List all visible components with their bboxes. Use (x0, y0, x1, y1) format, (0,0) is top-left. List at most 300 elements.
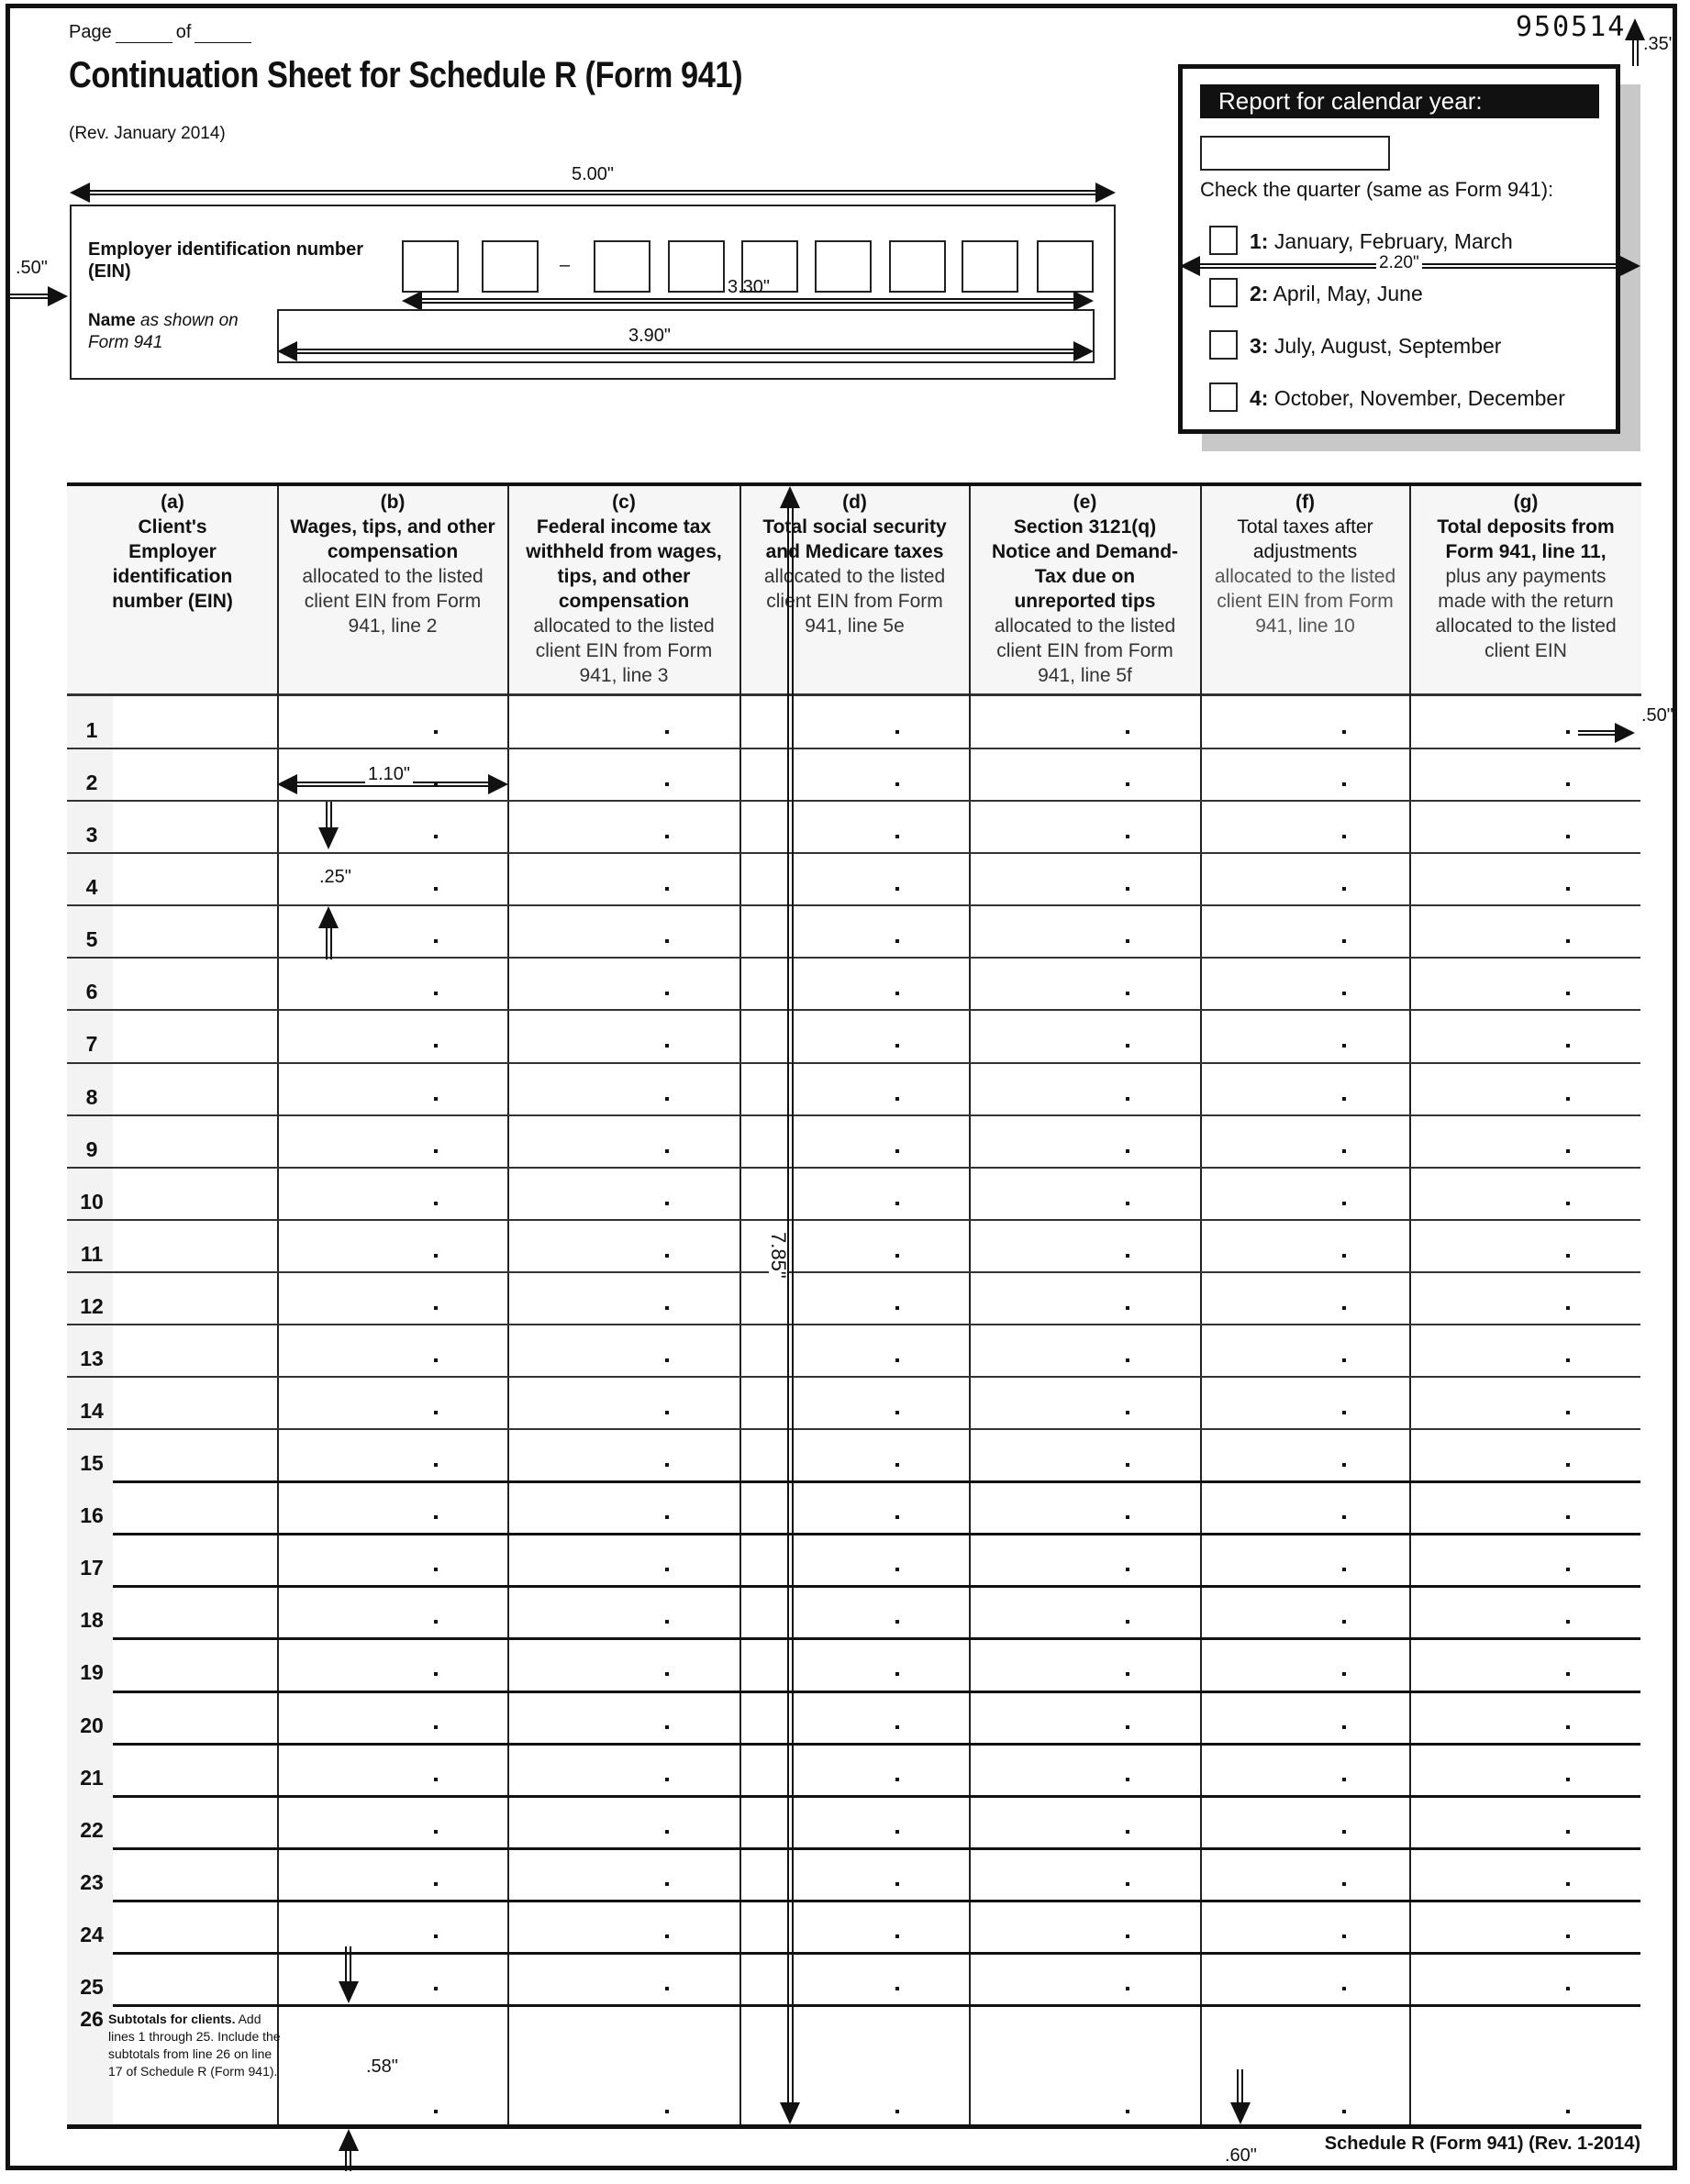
decimal-point (895, 992, 899, 995)
decimal-point (1342, 1778, 1346, 1781)
row-6-col-f-input[interactable] (1202, 958, 1408, 1009)
row-15-col-b-input[interactable] (280, 1429, 506, 1480)
row-16-col-c-input[interactable] (509, 1481, 739, 1533)
row-11-col-e-input[interactable] (971, 1220, 1199, 1271)
row-20-col-c-input[interactable] (509, 1691, 739, 1743)
decimal-point (1342, 1044, 1346, 1048)
decimal-point (1126, 1882, 1129, 1886)
row-8-col-g-input[interactable] (1411, 1063, 1640, 1114)
row-17-col-g-input[interactable] (1411, 1534, 1640, 1585)
row-16-col-d-input[interactable] (741, 1481, 968, 1533)
row-number-13: 13 (80, 1346, 104, 1370)
page-label: Page (69, 22, 112, 42)
decimal-point (1566, 835, 1570, 838)
row-19-col-d-input[interactable] (741, 1638, 968, 1690)
row-3-col-e-input[interactable] (971, 801, 1199, 852)
arrow-left-icon (277, 774, 297, 794)
ein-width-arrow-shaft (422, 298, 1073, 304)
row-divider (113, 2004, 1640, 2007)
row-4-col-b-input[interactable] (280, 853, 506, 904)
row-2-col-c-input[interactable] (509, 748, 739, 800)
ein-digit-6[interactable] (815, 240, 872, 293)
row-6-col-e-input[interactable] (971, 958, 1199, 1009)
row-25-col-g-input[interactable] (1411, 1953, 1640, 2004)
row-2-col-g-input[interactable] (1411, 748, 1640, 800)
row-19-client-ein-input[interactable] (113, 1638, 276, 1690)
arrow-up-icon (339, 2129, 359, 2151)
row-4-col-d-input[interactable] (741, 853, 968, 904)
row-5-col-c-input[interactable] (509, 905, 739, 957)
column-header-d: (d) Total social security and Medicare taxes allocated to the listed client EIN from Form 941, line 5e (762, 492, 947, 637)
decimal-point (1566, 1620, 1570, 1624)
row-21-col-d-input[interactable] (741, 1744, 968, 1795)
row-4-col-e-input[interactable] (971, 853, 1199, 904)
row-number-20: 20 (80, 1713, 104, 1737)
ein-digit-1[interactable] (402, 240, 459, 293)
decimal-point (1126, 1358, 1129, 1362)
row-5-col-e-input[interactable] (971, 905, 1199, 957)
row-16-col-e-input[interactable] (971, 1481, 1199, 1533)
row-25-col-e-input[interactable] (971, 1953, 1199, 2004)
row-22-col-d-input[interactable] (741, 1796, 968, 1847)
row-3-col-f-input[interactable] (1202, 801, 1408, 852)
row-1-col-g-input[interactable] (1411, 696, 1640, 748)
row-number-8: 8 (85, 1084, 98, 1109)
row-24-col-c-input[interactable] (509, 1901, 739, 1952)
row-12-col-c-input[interactable] (509, 1272, 739, 1324)
row-17-col-f-input[interactable] (1202, 1534, 1408, 1585)
subtotal-col-g-input[interactable] (1411, 2008, 1640, 2123)
row-15-col-f-input[interactable] (1202, 1429, 1408, 1480)
row-19-col-c-input[interactable] (509, 1638, 739, 1690)
arrow-left-icon (277, 341, 297, 361)
decimal-point (1342, 1463, 1346, 1467)
quarter-3-label: 3: July, August, September (1250, 334, 1502, 358)
decimal-point (895, 1306, 899, 1310)
row-12-col-b-input[interactable] (280, 1272, 506, 1324)
row-4-col-g-input[interactable] (1411, 853, 1640, 904)
row-height-dimension: .25" (319, 867, 351, 887)
row-24-col-e-input[interactable] (971, 1901, 1199, 1952)
row-23-col-c-input[interactable] (509, 1848, 739, 1900)
row-12-col-e-input[interactable] (971, 1272, 1199, 1324)
row-5-client-ein-input[interactable] (113, 905, 276, 957)
row-20-col-f-input[interactable] (1202, 1691, 1408, 1743)
row-18-client-ein-input[interactable] (113, 1586, 276, 1637)
row-number-24: 24 (80, 1922, 104, 1946)
decimal-point (1342, 1568, 1346, 1571)
decimal-point (1566, 1202, 1570, 1205)
row-7-col-b-input[interactable] (280, 1010, 506, 1061)
subtotal-col-e-input[interactable] (971, 2008, 1199, 2123)
decimal-point (665, 1044, 669, 1048)
subtotal-col-d-input[interactable] (741, 2008, 968, 2123)
decimal-point (1126, 1097, 1129, 1101)
row-8-col-c-input[interactable] (509, 1063, 739, 1114)
decimal-point (665, 1672, 669, 1676)
row-11-client-ein-input[interactable] (113, 1220, 276, 1271)
name-label: Name as shown on Form 941 (88, 311, 239, 352)
row-9-col-f-input[interactable] (1202, 1115, 1408, 1167)
row-1-col-f-input[interactable] (1202, 696, 1408, 748)
row-15-col-c-input[interactable] (509, 1429, 739, 1480)
row-number-6: 6 (85, 980, 98, 1004)
row-height-arrow-shaft (326, 802, 332, 829)
decimal-point (895, 1097, 899, 1101)
row-13-col-b-input[interactable] (280, 1325, 506, 1376)
row-6-col-g-input[interactable] (1411, 958, 1640, 1009)
decimal-point (434, 1149, 438, 1153)
row-10-col-e-input[interactable] (971, 1168, 1199, 1219)
quarter-3-checkbox[interactable] (1209, 330, 1238, 360)
decimal-point (1126, 1725, 1129, 1729)
decimal-point (1342, 730, 1346, 734)
row-1-client-ein-input[interactable] (113, 696, 276, 748)
decimal-point (1342, 1725, 1346, 1729)
page-total-field[interactable] (195, 26, 251, 43)
row-16-col-f-input[interactable] (1202, 1481, 1408, 1533)
row-9-col-c-input[interactable] (509, 1115, 739, 1167)
row-13-col-f-input[interactable] (1202, 1325, 1408, 1376)
row-11-col-b-input[interactable] (280, 1220, 506, 1271)
row-21-col-c-input[interactable] (509, 1744, 739, 1795)
decimal-point (895, 1202, 899, 1205)
row-3-col-g-input[interactable] (1411, 801, 1640, 852)
decimal-point (1566, 1882, 1570, 1886)
decimal-point (434, 1358, 438, 1362)
row-22-client-ein-input[interactable] (113, 1796, 276, 1847)
row-3-client-ein-input[interactable] (113, 801, 276, 852)
column-divider (277, 486, 279, 2126)
row-2-col-d-input[interactable] (741, 748, 968, 800)
decimal-point (434, 1097, 438, 1101)
row-7-client-ein-input[interactable] (113, 1010, 276, 1061)
row-9-client-ein-input[interactable] (113, 1115, 276, 1167)
row-3-col-c-input[interactable] (509, 801, 739, 852)
decimal-point (1566, 1044, 1570, 1048)
row-15-col-d-input[interactable] (741, 1429, 968, 1480)
row-20-col-e-input[interactable] (971, 1691, 1199, 1743)
row-14-client-ein-input[interactable] (113, 1377, 276, 1428)
decimal-point (665, 1830, 669, 1834)
row-10-col-b-input[interactable] (280, 1168, 506, 1219)
row-number-16: 16 (80, 1503, 104, 1528)
row-13-col-g-input[interactable] (1411, 1325, 1640, 1376)
row-15-client-ein-input[interactable] (113, 1429, 276, 1480)
row-19-col-e-input[interactable] (971, 1638, 1199, 1690)
row-number-19: 19 (80, 1660, 104, 1685)
row-1-col-b-input[interactable] (280, 696, 506, 748)
row-6-col-d-input[interactable] (741, 958, 968, 1009)
row-12-col-g-input[interactable] (1411, 1272, 1640, 1324)
decimal-point (434, 1882, 438, 1886)
decimal-point (1566, 1358, 1570, 1362)
row-12-col-f-input[interactable] (1202, 1272, 1408, 1324)
row-number-1: 1 (85, 718, 98, 742)
row-3-col-d-input[interactable] (741, 801, 968, 852)
ein-digit-8[interactable] (962, 240, 1018, 293)
row-number-26: 26 (80, 2007, 104, 2031)
row-4-col-c-input[interactable] (509, 853, 739, 904)
table-height-arrow-shaft (787, 508, 794, 2104)
row-14-col-b-input[interactable] (280, 1377, 506, 1428)
row-21-col-e-input[interactable] (971, 1744, 1199, 1795)
row-25-col-b-input[interactable] (280, 1953, 506, 2004)
row-9-col-d-input[interactable] (741, 1115, 968, 1167)
decimal-point (1342, 1097, 1346, 1101)
row-23-col-g-input[interactable] (1411, 1848, 1640, 1900)
ein-digit-3[interactable] (594, 240, 650, 293)
row-23-col-f-input[interactable] (1202, 1848, 1408, 1900)
row-4-client-ein-input[interactable] (113, 853, 276, 904)
decimal-point (1126, 1306, 1129, 1310)
quarter-4-checkbox[interactable] (1209, 382, 1238, 412)
row-22-col-e-input[interactable] (971, 1796, 1199, 1847)
decimal-point (1126, 1568, 1129, 1571)
row-22-col-f-input[interactable] (1202, 1796, 1408, 1847)
decimal-point (1126, 1515, 1129, 1519)
page-number-field[interactable] (116, 26, 172, 43)
left-margin-arrow-shaft (9, 294, 50, 299)
row-17-col-e-input[interactable] (971, 1534, 1199, 1585)
row-22-col-b-input[interactable] (280, 1796, 506, 1847)
decimal-point (665, 2110, 669, 2113)
row-18-col-d-input[interactable] (741, 1586, 968, 1637)
decimal-point (665, 1358, 669, 1362)
row-17-client-ein-input[interactable] (113, 1534, 276, 1585)
row-8-col-f-input[interactable] (1202, 1063, 1408, 1114)
ein-digit-9[interactable] (1037, 240, 1094, 293)
ein-digit-2[interactable] (482, 240, 539, 293)
row-20-client-ein-input[interactable] (113, 1691, 276, 1743)
decimal-point (895, 1044, 899, 1048)
decimal-point (895, 1358, 899, 1362)
decimal-point (1342, 1620, 1346, 1624)
row-2-col-e-input[interactable] (971, 748, 1199, 800)
row-8-client-ein-input[interactable] (113, 1063, 276, 1114)
ein-digit-7[interactable] (889, 240, 946, 293)
row-13-client-ein-input[interactable] (113, 1325, 276, 1376)
row-7-col-d-input[interactable] (741, 1010, 968, 1061)
calendar-year-input[interactable] (1200, 136, 1390, 171)
row-23-col-b-input[interactable] (280, 1848, 506, 1900)
row-6-col-c-input[interactable] (509, 958, 739, 1009)
row-25-col-c-input[interactable] (509, 1953, 739, 2004)
row-22-col-g-input[interactable] (1411, 1796, 1640, 1847)
row-20-col-d-input[interactable] (741, 1691, 968, 1743)
row-17-col-b-input[interactable] (280, 1534, 506, 1585)
row-13-col-c-input[interactable] (509, 1325, 739, 1376)
row-8-col-e-input[interactable] (971, 1063, 1199, 1114)
decimal-point (1342, 1830, 1346, 1834)
decimal-point (1566, 1149, 1570, 1153)
decimal-point (665, 1987, 669, 1990)
row-24-col-g-input[interactable] (1411, 1901, 1640, 1952)
subtotal-description: Subtotals for clients. Add lines 1 through 25. Include the subtotals from line 26 on line 17 of Schedule R (Form 941). (108, 2012, 281, 2079)
quarter-1-checkbox[interactable] (1209, 226, 1238, 255)
row-15-col-e-input[interactable] (971, 1429, 1199, 1480)
decimal-point (434, 1620, 438, 1624)
row-7-col-f-input[interactable] (1202, 1010, 1408, 1061)
row-10-col-c-input[interactable] (509, 1168, 739, 1219)
row-6-client-ein-input[interactable] (113, 958, 276, 1009)
row-18-col-c-input[interactable] (509, 1586, 739, 1637)
row-17-col-c-input[interactable] (509, 1534, 739, 1585)
row-14-col-g-input[interactable] (1411, 1377, 1640, 1428)
row-4-col-f-input[interactable] (1202, 853, 1408, 904)
row-18-col-g-input[interactable] (1411, 1586, 1640, 1637)
row-7-col-c-input[interactable] (509, 1010, 739, 1061)
row-7-col-g-input[interactable] (1411, 1010, 1640, 1061)
row-11-col-f-input[interactable] (1202, 1220, 1408, 1271)
form-code: 950514 (1516, 11, 1627, 43)
row-9-col-g-input[interactable] (1411, 1115, 1640, 1167)
quarter-2-checkbox[interactable] (1209, 278, 1238, 307)
row-14-col-e-input[interactable] (971, 1377, 1199, 1428)
row-5-col-d-input[interactable] (741, 905, 968, 957)
row-24-col-d-input[interactable] (741, 1901, 968, 1952)
row-13-col-e-input[interactable] (971, 1325, 1199, 1376)
row-9-col-e-input[interactable] (971, 1115, 1199, 1167)
decimal-point (1566, 1830, 1570, 1834)
row-21-col-g-input[interactable] (1411, 1744, 1640, 1795)
bottom-margin-dimension: .60" (1225, 2145, 1257, 2166)
decimal-point (1566, 1306, 1570, 1310)
decimal-point (895, 1411, 899, 1414)
right-margin-arrow-shaft (1578, 730, 1615, 736)
decimal-point (434, 1044, 438, 1048)
decimal-point (895, 1568, 899, 1571)
page-number-line (69, 22, 255, 43)
decimal-point (895, 1254, 899, 1258)
row-24-col-f-input[interactable] (1202, 1901, 1408, 1952)
row-16-col-b-input[interactable] (280, 1481, 506, 1533)
ein-digit-4[interactable] (668, 240, 725, 293)
row-25-col-f-input[interactable] (1202, 1953, 1408, 2004)
row-5-col-b-input[interactable] (280, 905, 506, 957)
table-height-dimension: 7.85" (769, 1229, 787, 1281)
row-7-col-e-input[interactable] (971, 1010, 1199, 1061)
row-2-client-ein-input[interactable] (113, 748, 276, 800)
row-20-col-b-input[interactable] (280, 1691, 506, 1743)
row-21-col-f-input[interactable] (1202, 1744, 1408, 1795)
decimal-point (1566, 782, 1570, 786)
decimal-point (1126, 1778, 1129, 1781)
decimal-point (434, 2110, 438, 2113)
row-16-col-g-input[interactable] (1411, 1481, 1640, 1533)
decimal-point (1126, 1935, 1129, 1938)
decimal-point (665, 782, 669, 786)
arrow-right-icon (1615, 723, 1635, 743)
employer-name-input[interactable] (277, 309, 1095, 363)
decimal-point (434, 887, 438, 891)
row-16-client-ein-input[interactable] (113, 1481, 276, 1533)
row-24-client-ein-input[interactable] (113, 1901, 276, 1952)
row-1-col-e-input[interactable] (971, 696, 1199, 748)
row-25-client-ein-input[interactable] (113, 1953, 276, 2004)
row-1-col-c-input[interactable] (509, 696, 739, 748)
row-14-col-f-input[interactable] (1202, 1377, 1408, 1428)
decimal-point (1566, 887, 1570, 891)
row-8-col-d-input[interactable] (741, 1063, 968, 1114)
decimal-point (1566, 1935, 1570, 1938)
row-21-client-ein-input[interactable] (113, 1744, 276, 1795)
decimal-point (434, 1935, 438, 1938)
row-6-col-b-input[interactable] (280, 958, 506, 1009)
decimal-point (895, 887, 899, 891)
column-header-e: (e) Section 3121(q) Notice and Demand-Tax due on unreported tips allocated to the listed client EIN from Form 941, line 5f (991, 492, 1179, 686)
row-11-col-g-input[interactable] (1411, 1220, 1640, 1271)
decimal-point (434, 1254, 438, 1258)
arrow-right-icon (48, 286, 68, 306)
row-12-client-ein-input[interactable] (113, 1272, 276, 1324)
arrow-down-icon (1230, 2102, 1251, 2124)
decimal-point (665, 1149, 669, 1153)
row-5-col-g-input[interactable] (1411, 905, 1640, 957)
decimal-point (1566, 1568, 1570, 1571)
row-21-col-b-input[interactable] (280, 1744, 506, 1795)
row-22-col-c-input[interactable] (509, 1796, 739, 1847)
decimal-point (895, 1882, 899, 1886)
row-11-col-c-input[interactable] (509, 1220, 739, 1271)
row-19-col-f-input[interactable] (1202, 1638, 1408, 1690)
row-10-client-ein-input[interactable] (113, 1168, 276, 1219)
decimal-point (665, 992, 669, 995)
row-2-col-f-input[interactable] (1202, 748, 1408, 800)
row-20-col-g-input[interactable] (1411, 1691, 1640, 1743)
row-10-col-f-input[interactable] (1202, 1168, 1408, 1219)
row-23-client-ein-input[interactable] (113, 1848, 276, 1900)
arrow-down-icon (318, 827, 339, 849)
row-10-col-g-input[interactable] (1411, 1168, 1640, 1219)
subtotal-col-c-input[interactable] (509, 2008, 739, 2123)
decimal-point (665, 1882, 669, 1886)
row-9-col-b-input[interactable] (280, 1115, 506, 1167)
row-1-col-d-input[interactable] (741, 696, 968, 748)
row-14-col-d-input[interactable] (741, 1377, 968, 1428)
column-header-c: (c) Federal income tax withheld from wages, tips, and other compensation allocated to the listed client EIN from Form 941, line 3 (526, 492, 722, 686)
row-14-col-c-input[interactable] (509, 1377, 739, 1428)
row-25-col-d-input[interactable] (741, 1953, 968, 2004)
row-18-col-f-input[interactable] (1202, 1586, 1408, 1637)
row-17-col-d-input[interactable] (741, 1534, 968, 1585)
row-19-col-b-input[interactable] (280, 1638, 506, 1690)
row-24-col-b-input[interactable] (280, 1901, 506, 1952)
quarter-4-label: 4: October, November, December (1250, 386, 1565, 410)
row-3-col-b-input[interactable] (280, 801, 506, 852)
row-5-col-f-input[interactable] (1202, 905, 1408, 957)
row-15-col-g-input[interactable] (1411, 1429, 1640, 1480)
row-19-col-g-input[interactable] (1411, 1638, 1640, 1690)
decimal-point (1126, 835, 1129, 838)
decimal-point (1126, 1411, 1129, 1414)
decimal-point (1566, 1411, 1570, 1414)
row-13-col-d-input[interactable] (741, 1325, 968, 1376)
row-8-col-b-input[interactable] (280, 1063, 506, 1114)
decimal-point (665, 835, 669, 838)
decimal-point (895, 2110, 899, 2113)
decimal-point (895, 1149, 899, 1153)
row-18-col-e-input[interactable] (971, 1586, 1199, 1637)
decimal-point (1126, 1202, 1129, 1205)
row-18-col-b-input[interactable] (280, 1586, 506, 1637)
row-number-22: 22 (80, 1817, 104, 1842)
decimal-point (895, 1987, 899, 1990)
decimal-point (665, 1097, 669, 1101)
row-23-col-d-input[interactable] (741, 1848, 968, 1900)
row-23-col-e-input[interactable] (971, 1848, 1199, 1900)
row-10-col-d-input[interactable] (741, 1168, 968, 1219)
